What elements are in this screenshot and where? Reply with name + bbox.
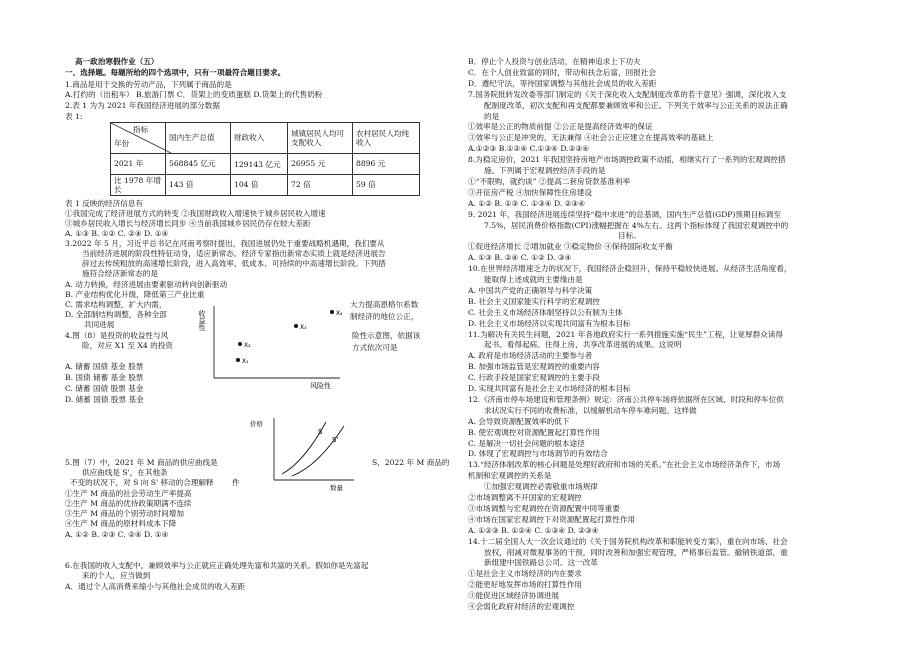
right-line: 14.十二届全国人大一次会议通过的《关于国务院机构改革和职能转变方案》，重在向市场、社会: [468, 536, 788, 546]
right-line: 的是: [484, 111, 500, 121]
row-label: 比 1978 年增长: [111, 175, 166, 196]
q2-line: ①我国完成了经济进展方式的转变 ②我国财政收入增速快于城乡居民收入增速: [65, 209, 326, 218]
right-line: D. 社会主义市场经济以实现共同富有为根本目标: [468, 318, 631, 328]
right-line: D．遵纪守法，等待国家调整与其他社会成员的收入差距: [468, 78, 657, 88]
q3-option: C. 需求结构调整，扩大内需，: [65, 300, 167, 309]
right-line: 起书、看得起病、住得上房，共享改革进展的成果。这说明: [484, 340, 682, 350]
table-caption: 表 1:: [65, 112, 83, 121]
q4-option: C. 储蓄 国债 股票 基金: [65, 384, 144, 393]
right-line: C. 是解决一切社会问题的根本途径: [468, 438, 585, 448]
q2-stem: 2.表 1 为为 2021 年我国经济进展的部分数据: [65, 101, 220, 110]
point-x3-label: X₃: [300, 324, 307, 331]
right-line: 8.为稳定房价，2021 年我国坚持房地产市场调控政策不动摇，相继实行了一系列的宏观调控措: [468, 155, 786, 165]
header-cell: 国内生产总值: [166, 123, 231, 154]
point-x2-label: X₂: [244, 342, 251, 349]
right-line: 7.5%，居民消费价格指数(CPI)涨幅把握在 4%左右。这两个指标体现了我国宏观调控中的: [484, 220, 789, 230]
right-line: 配制度改革，初次支配和再支配都要兼顾效率和公正。下列关于效率与公正关系的说法正确: [484, 100, 788, 110]
figure-7-supply-curves: [248, 412, 358, 492]
right-line: B．停止个人投资与创业活动，在精神追求上下功夫: [468, 57, 641, 66]
table-cell: 72 倍: [288, 175, 353, 196]
worksheet-title: 高一政治寒假作业（五）: [75, 57, 159, 66]
right-line: ③市场调整与宏观调控在资源配置中同等重要: [468, 503, 620, 513]
right-line: C. 社会主义市场经济体制坚持以公有制为主体: [468, 307, 623, 317]
right-line: 求状况实行不同的收费标准，以缓解机动车停车难问题。这样做: [484, 405, 697, 415]
q4-line: 4.图（8）是投资的收益性与风: [65, 331, 169, 340]
q3-option: D. 全部制结构调整，各种全部: [65, 310, 167, 319]
q3-line: 当前经济进展的阶段性特征动身，适应新常态。经济专家指出新常态实质上就是经济进展告: [82, 249, 386, 258]
q2-line: ③城乡居民收入增长与经济增长同步 ④当前我国城乡居民仍存在较大差距: [65, 219, 311, 228]
right-line: A. 会导致资源配置效率的低下: [468, 416, 570, 426]
q3-line: 施符合经济新常态的是: [82, 269, 158, 278]
corner-top-label: 指标: [133, 125, 149, 134]
table-corner-cell: [111, 123, 166, 154]
q1-stem: 1.商品是用于交换的劳动产品，下列属于商品的是: [65, 80, 232, 89]
q5-line: 5.图（7）中，2021 年 M 商品的供应曲线是: [65, 458, 218, 467]
point-x1-label: X₁: [242, 358, 249, 365]
q5-right-text2: 件: [232, 478, 240, 487]
q4-option: A. 储蓄 国债 基金 股票: [65, 362, 144, 371]
header-cell: 农村居民人均纯收入: [353, 123, 420, 154]
q5-right-text: S，2022 年 M 商品的: [372, 458, 450, 467]
right-line: A. 政府是市场经济活动的主要参与者: [468, 351, 593, 361]
data-table: [110, 122, 420, 196]
table-row: [111, 175, 420, 196]
right-line: 机制和宏观调控的关系是: [468, 471, 552, 481]
q1-options: A.打约的（出租车） B.旅游门票 C．货架上的变质蛋糕 D.货架上的代售奶粉: [65, 90, 323, 99]
right-line: 10.在世界经济增速乏力的状况下，我国经济企稳回升，保持平稳较快进展。从经济生活角度看，: [468, 264, 792, 274]
table-cell: 129143 亿元: [231, 154, 288, 175]
right-line: ②能更好地发挥市场的打算性作用: [468, 580, 582, 590]
corner-bottom-label: 年份: [114, 139, 130, 148]
table-cell: 568845 亿元: [166, 154, 231, 175]
right-line: 9. 2021 年，我国经济进展连续坚持“稳中求进”的总基调，国内生产总值(GDP)预期目标调至: [468, 209, 781, 219]
table-cell: 8896 元: [353, 154, 420, 175]
curve-s-prime-label: S': [332, 436, 339, 444]
right-line: 新组建中国铁路总公司。这一改革: [484, 558, 598, 568]
figure-8-risk-return: [200, 300, 350, 390]
right-line: ①“不限购，就约谈” ②提高二套房贷款基准利率: [468, 176, 631, 186]
right-line: 施。下列属于宏观调控经济手段的是: [484, 166, 606, 175]
q4-right-text: 险性示意图，依据该: [352, 331, 421, 340]
header-cell: 财政收入: [231, 123, 288, 154]
q5-item: ①生产 M 商品的社会劳动生产率提高: [65, 489, 192, 498]
q6-line: 6.在我国的收入支配中，兼顾效率与公正就应正确处理先富和共富的关系。假如你是先富起: [65, 561, 369, 570]
right-line: A.①②③ B.①②④ C.①③④ D.②③④: [468, 144, 590, 154]
q4-right-text: 方式依次可是: [352, 343, 398, 352]
right-line: 目标。: [618, 231, 641, 241]
right-line: ④会弱化政府对经济的宏观调控: [468, 602, 575, 611]
right-line: B. 社会主义国家能实行科学的宏观调控: [468, 296, 600, 306]
point-x4: [330, 310, 334, 314]
q4-option: D. 储蓄 国债 股票 基金: [65, 395, 144, 404]
q3-option: B. 产业结构优化升级，降低第三产业比重: [65, 290, 205, 299]
right-line: B. 加强市场监管是宏观调控的重要内容: [468, 362, 600, 372]
point-x3: [294, 324, 298, 328]
right-line: ②市场调整离不开国家的宏观调控: [468, 493, 582, 502]
right-line: A. ①③ B. ②④ C. ①② D. ③④: [468, 253, 572, 263]
q3-line: 辞过去传统粗放的高速增长阶段，进入高效率、低成本、可持续的中高速增长阶段。下列措: [82, 259, 386, 268]
right-line: D. 体现了宏观调控与市场调节的有效结合: [468, 449, 608, 459]
q3-line: 3.2022 年 5 月，习近平总书记在河南考察时提出，我国进展仍处于重要战略机遇期，我们要从: [65, 239, 385, 248]
right-line: A. ①②③ B. ①②④ C. ①③④ D. ②③④: [468, 525, 599, 535]
q5-line: 不变的状况下，对 S 向 S' 移动的合理解释: [70, 478, 214, 487]
right-line: A. 中国共产党的正确领导与科学决策: [468, 285, 593, 295]
right-line: ③开征房产税 ④加快保障性住房建设: [468, 187, 592, 197]
header-cell: 城镇居民人均可支配收入: [288, 123, 353, 154]
q4-option: B. 国债 储蓄 基金 股票: [65, 373, 144, 382]
point-x2: [238, 342, 242, 346]
right-line: 12.《济南市停车场建设和管理条例》规定：济南公共停车场将依据所在区域、时段和停车位供: [468, 394, 784, 404]
table-cell: 59 倍: [353, 175, 420, 196]
fig8-ylabel: 收益性: [198, 310, 206, 331]
table-cell: 26955 元: [288, 154, 353, 175]
q3-right-text: 大力提高恩格尔系数: [350, 300, 419, 309]
right-line: A. ①② B. ①③ C. ①③④ D. ②③④: [468, 198, 586, 208]
q2-options: A. ①③ B. ①② C. ②④ D. ①④: [65, 229, 169, 238]
curve-s-label: S: [318, 428, 323, 436]
q5-options: A. ①② B. ②③ C. ②④ D. ①④: [65, 530, 169, 539]
right-line: ③能促进区域经济协调进展: [468, 591, 560, 601]
right-line: 11.为解决有关民生问题，2021 年各地政府实行一系列措施实施“民生”工程，让宽厚群众读得: [468, 329, 783, 339]
right-line: C．在个人创业致富的同时，带动和扶念后富，回报社会: [468, 67, 657, 77]
q4-line: 险，对应 X1 至 X4 的投资: [82, 341, 173, 350]
fig7-ylabel: 价格: [250, 420, 263, 428]
right-line: ④市场在国家宏观调控下对资源配置起打算性作用: [468, 514, 636, 524]
q3-option: 共同进展: [84, 320, 115, 329]
right-line: 13.“经济体制改革的核心问题是处理好政府和市场的关系。”在社会主义市场经济条件下，市场: [468, 460, 781, 470]
row-label: 2021 年: [111, 154, 166, 175]
table-row: [111, 154, 420, 175]
table-cell: 143 倍: [166, 175, 231, 196]
right-line: B. 使宏观调控对资源配置起打算性作用: [468, 427, 600, 437]
right-line: 7.国务院批转发改委等部门制定的《关于深化收入支配制度改革的若干意见》强调，深化收入支: [468, 89, 787, 99]
fig8-xlabel: 风险性: [310, 382, 331, 390]
right-line: ①加强宏观调控必需敬重市场规律: [484, 482, 598, 492]
point-x1: [236, 358, 240, 362]
q5-line: 供应曲线是 S'，在其他条: [82, 468, 168, 477]
point-x4-label: X₄: [336, 310, 343, 317]
q5-item: ③生产 M 商品的个别劳动时间增加: [65, 509, 184, 518]
right-line: ①效率是公正的物质前提 ②公正是提高经济效率的保证: [468, 122, 653, 132]
section-heading: 一、选择题。每题所给的四个选项中，只有一项最符合题目要求。: [65, 68, 286, 77]
q5-item: ④生产 M 商品的原材料成本下降: [65, 519, 177, 528]
q5-item: ②生产 M 商品的优待政策期满不连续: [65, 499, 192, 508]
q6-line: 来的个人，应当做到: [82, 571, 151, 580]
table-header-row: [111, 123, 420, 154]
right-line: C. 行政手段是国家宏观调控的主要手段: [468, 373, 600, 383]
right-line: ①促进经济增长 ②增加就业 ③稳定物价 ④保持国际收支平衡: [468, 242, 673, 252]
fig7-xlabel: 数量: [330, 484, 343, 492]
right-line: 能取得上述成就的主要缘由是: [484, 275, 583, 284]
q3-option: A. 动力转换，经济进展由要素驱动转向创新驱动: [65, 280, 228, 289]
table-cell: 104 倍: [231, 175, 288, 196]
right-line: ③效率与公正是冲突的，无法兼得 ④社会公正应建立在提高效率的基础上: [468, 133, 714, 143]
right-line: 放权，削减对微观事务的干预，同时改善和加强宏观管理，严格事后监管。撤销铁道部，重: [484, 547, 788, 557]
right-line: ①是社会主义市场经济的内在要求: [468, 569, 582, 579]
q2-line: 表 1 反映的经济信息有: [65, 199, 144, 208]
q3-right-text: 制经济的地位公正，: [350, 312, 419, 321]
right-line: D. 实现共同富有是社会主义市场经济的根本目标: [468, 384, 631, 393]
q6-option: A．通过个人高消费来缩小与其他社会成员的收入差距: [65, 582, 246, 591]
